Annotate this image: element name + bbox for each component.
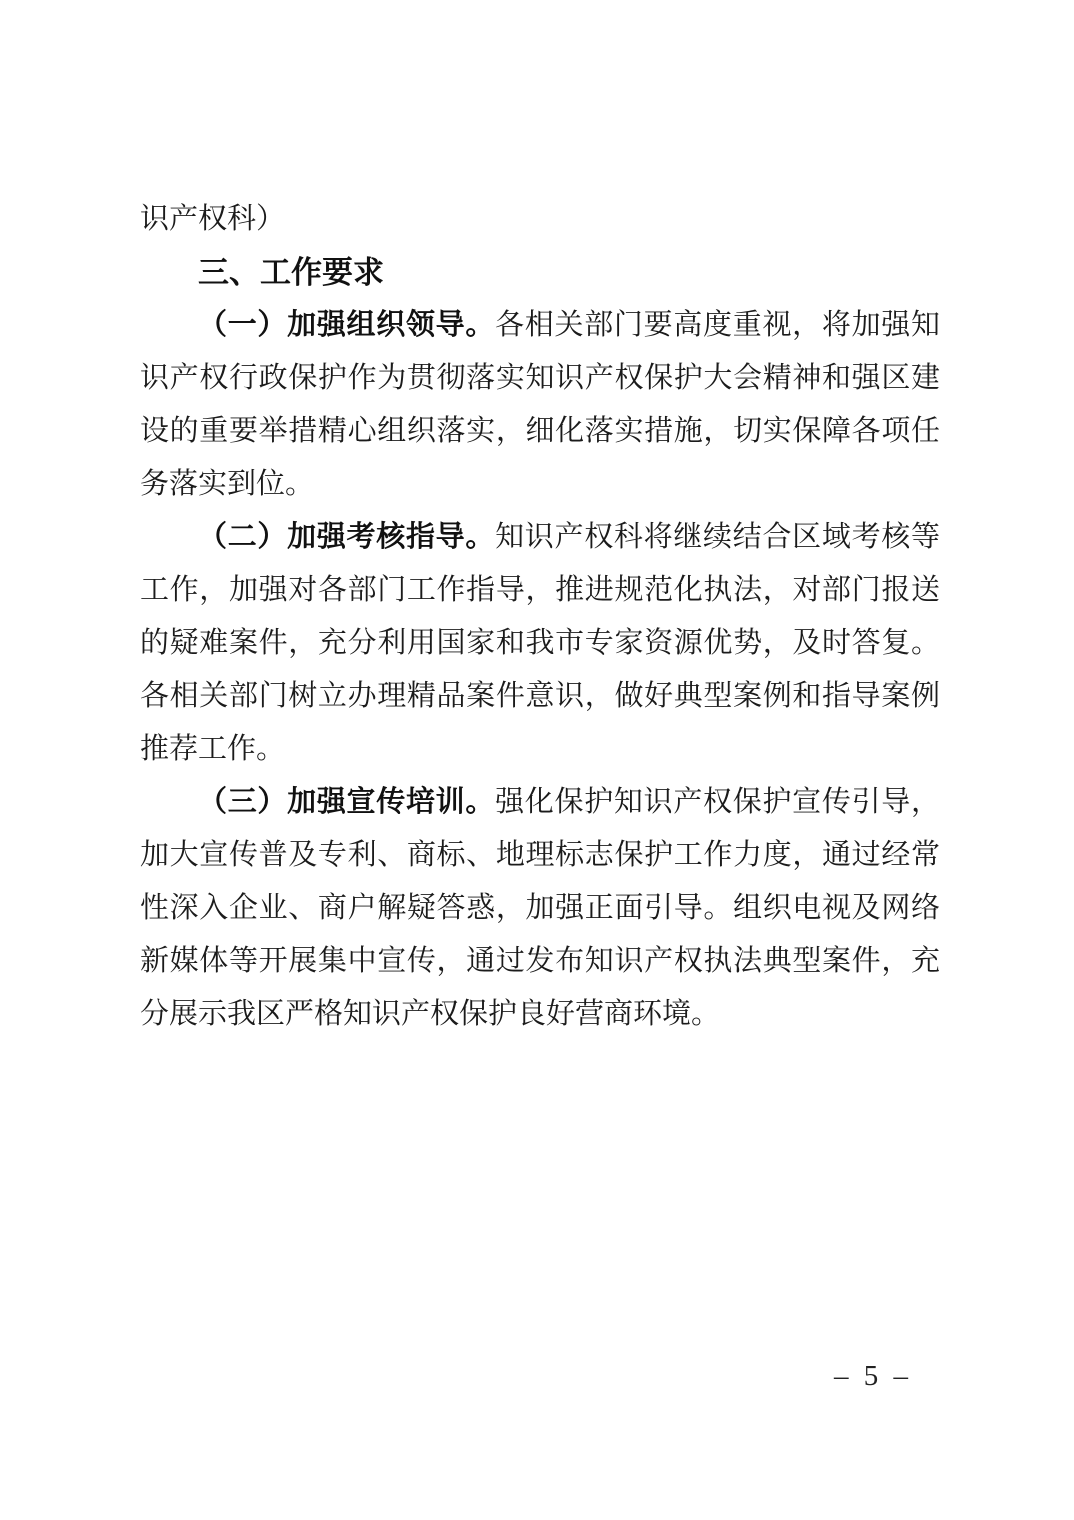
text-line <box>140 299 940 352</box>
text-line <box>140 988 940 1041</box>
text-run: 设的重要举措精心组织落实，细化落实措施，切实保障各项任 <box>140 415 940 447</box>
text-line <box>140 882 940 935</box>
bold-text-run: （一）加强组织领导。 <box>198 309 496 341</box>
text-line <box>140 193 940 246</box>
text-run: 各相关部门要高度重视，将加强知 <box>495 309 940 341</box>
text-run: 强化保护知识产权保护宣传引导， <box>495 786 940 818</box>
bold-text-run: 三、工作要求 <box>198 255 384 290</box>
text-run: 分展示我区严格知识产权保护良好营商环境。 <box>140 998 721 1030</box>
text-run: 各相关部门树立办理精品案件意识，做好典型案例和指导案例 <box>140 680 940 712</box>
text-run: 识产权行政保护作为贯彻落实知识产权保护大会精神和强区建 <box>140 362 940 394</box>
text-line <box>140 511 940 564</box>
page-number: – 5 – <box>834 1360 912 1392</box>
bold-text-run: （三）加强宣传培训。 <box>198 786 496 818</box>
document-body <box>140 193 940 1041</box>
text-line <box>140 829 940 882</box>
text-line <box>140 776 940 829</box>
text-run: 工作，加强对各部门工作指导，推进规范化执法，对部门报送 <box>140 574 940 606</box>
text-run: 务落实到位。 <box>140 468 315 500</box>
text-run: 性深入企业、商户解疑答惑，加强正面引导。组织电视及网络 <box>140 892 940 924</box>
text-line <box>140 564 940 617</box>
text-line <box>140 352 940 405</box>
text-line <box>140 458 940 511</box>
text-line <box>140 723 940 776</box>
text-line <box>140 617 940 670</box>
text-run: 新媒体等开展集中宣传，通过发布知识产权执法典型案件，充 <box>140 945 940 977</box>
text-run: 加大宣传普及专利、商标、地理标志保护工作力度，通过经常 <box>140 839 940 871</box>
text-run: 识产权科） <box>140 203 286 235</box>
bold-text-run: （二）加强考核指导。 <box>198 521 496 553</box>
text-run: 推荐工作。 <box>140 733 286 765</box>
text-line <box>140 670 940 723</box>
text-run: 知识产权科将继续结合区域考核等 <box>495 521 940 553</box>
text-line <box>140 935 940 988</box>
section-heading <box>140 246 940 299</box>
text-run: 的疑难案件，充分利用国家和我市专家资源优势，及时答复。 <box>140 627 940 659</box>
text-line <box>140 405 940 458</box>
